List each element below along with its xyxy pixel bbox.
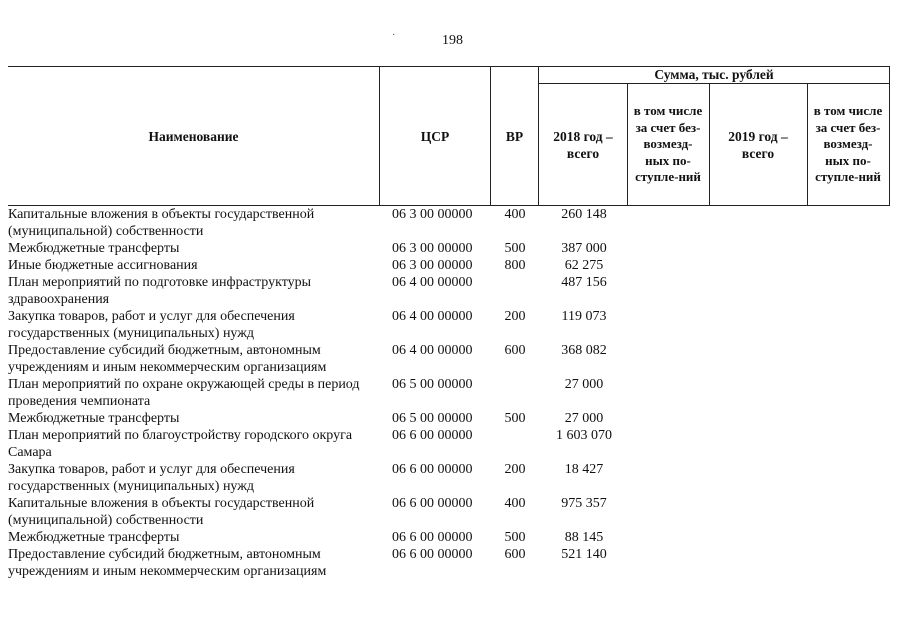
table-row [0, 410, 905, 427]
row-sum-2018: 62 275 [564, 258, 604, 273]
col-divider-2019-free [807, 83, 808, 206]
row-csr: 06 5 00 00000 [392, 411, 473, 426]
row-name: Закупка товаров, работ и услуг для обеспечения государственных (муниципальных) нужд [8, 309, 295, 341]
row-name: План мероприятий по подготовке инфраструктуры здравоохранения [8, 275, 312, 307]
header-sum-group: Сумма, тыс. рублей [654, 67, 774, 82]
row-csr: 06 3 00 00000 [392, 241, 473, 256]
row-csr: 06 6 00 00000 [392, 530, 473, 545]
row-sum-2018: 119 073 [561, 309, 607, 324]
row-csr: 06 4 00 00000 [392, 275, 473, 290]
table-row [0, 206, 905, 240]
header-2019-free: в том числе за счет без-возмезд-ных по-ступле-ний [813, 103, 883, 185]
table-row [0, 495, 905, 529]
row-sum-2018: 975 357 [561, 496, 607, 511]
row-name: Предоставление субсидий бюджетным, автономным учреждениям и иным некоммерческим организациям [8, 343, 327, 375]
col-divider-2018-free [627, 83, 628, 206]
col-divider-2019 [709, 83, 710, 206]
row-csr: 06 3 00 00000 [392, 258, 473, 273]
row-vr: 500 [504, 411, 526, 426]
row-name: Предоставление субсидий бюджетным, автономным учреждениям и иным некоммерческим организациям [8, 547, 327, 579]
row-name: Закупка товаров, работ и услуг для обеспечения государственных (муниципальных) нужд [8, 462, 295, 494]
row-csr: 06 3 00 00000 [392, 207, 473, 222]
table-row [0, 308, 905, 342]
table-row [0, 461, 905, 495]
page-number: 198 [442, 33, 463, 48]
row-name: План мероприятий по охране окружающей среды в период проведения чемпионата [8, 377, 360, 409]
row-sum-2018: 487 156 [561, 275, 607, 290]
row-vr: 600 [504, 343, 526, 358]
table-row [0, 529, 905, 546]
row-sum-2018: 260 148 [561, 207, 607, 222]
row-sum-2018: 387 000 [561, 241, 607, 256]
row-csr: 06 6 00 00000 [392, 462, 473, 477]
header-vr: ВР [505, 128, 524, 144]
col-divider-sum [538, 66, 539, 206]
row-sum-2018: 18 427 [564, 462, 604, 477]
row-sum-2018: 27 000 [564, 411, 604, 426]
row-vr: 200 [504, 462, 526, 477]
row-vr: 400 [504, 207, 526, 222]
row-name: Межбюджетные трансферты [8, 241, 180, 256]
row-name: Межбюджетные трансферты [8, 530, 180, 545]
header-2019-total: 2019 год – всего [728, 128, 788, 161]
row-name: Межбюджетные трансферты [8, 411, 180, 426]
row-name: План мероприятий по благоустройству городского округа Самара [8, 428, 353, 460]
row-vr: 500 [504, 241, 526, 256]
header-name: Наименование [148, 128, 239, 144]
table-row [0, 427, 905, 461]
row-name: Иные бюджетные ассигнования [8, 258, 198, 273]
row-sum-2018: 1 603 070 [556, 428, 612, 443]
table-body [0, 206, 905, 580]
scan-mark: · [392, 30, 396, 41]
row-csr: 06 6 00 00000 [392, 547, 473, 562]
table-row [0, 240, 905, 257]
table-row [0, 546, 905, 580]
header-csr: ЦСР [420, 128, 450, 144]
header-2018-total: 2018 год – всего [553, 128, 613, 161]
row-sum-2018: 521 140 [561, 547, 607, 562]
row-csr: 06 6 00 00000 [392, 428, 473, 443]
row-csr: 06 6 00 00000 [392, 496, 473, 511]
row-vr: 800 [504, 258, 526, 273]
row-csr: 06 5 00 00000 [392, 377, 473, 392]
row-vr: 600 [504, 547, 526, 562]
row-sum-2018: 27 000 [564, 377, 604, 392]
table-row [0, 342, 905, 376]
table-row [0, 257, 905, 274]
row-vr: 500 [504, 530, 526, 545]
header-2018-free: в том числе за счет без-возмезд-ных по-ступле-ний [633, 103, 703, 185]
row-csr: 06 4 00 00000 [392, 343, 473, 358]
row-name: Капитальные вложения в объекты государственной (муниципальной) собственности [8, 496, 315, 528]
row-csr: 06 4 00 00000 [392, 309, 473, 324]
row-name: Капитальные вложения в объекты государственной (муниципальной) собственности [8, 207, 315, 239]
row-vr: 200 [504, 309, 526, 324]
table-row [0, 274, 905, 308]
row-sum-2018: 368 082 [561, 343, 607, 358]
row-vr: 400 [504, 496, 526, 511]
table-row [0, 376, 905, 410]
header-right-border [889, 66, 890, 206]
row-sum-2018: 88 145 [564, 530, 604, 545]
